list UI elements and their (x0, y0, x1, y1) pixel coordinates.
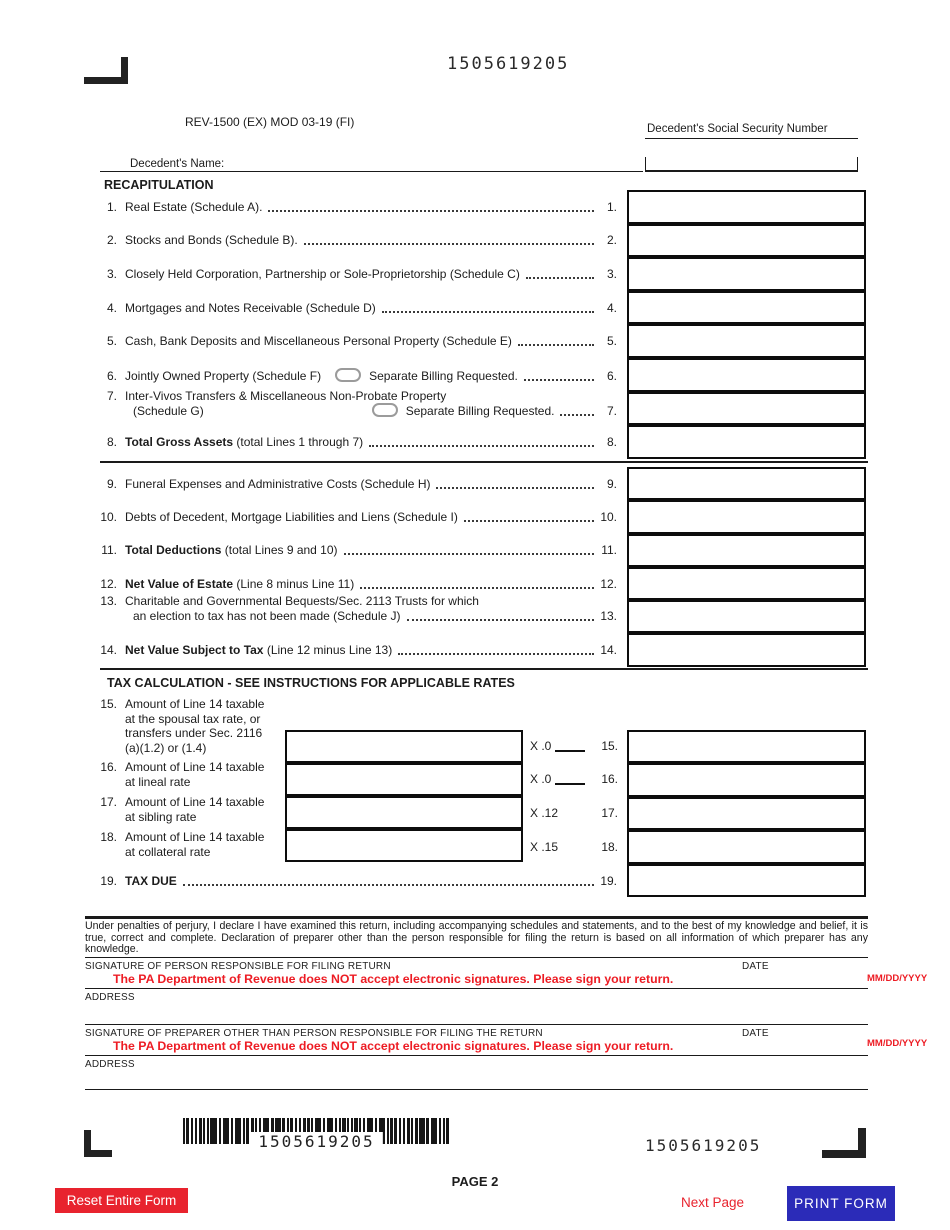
address-1-field[interactable] (85, 992, 868, 1022)
recap-line-5 (91, 334, 617, 348)
recap-line-12 (91, 577, 617, 591)
dot-leader (304, 243, 594, 245)
address-1-label: ADDRESS (85, 992, 135, 1003)
taxable-amount-boxes-15-18 (285, 730, 523, 862)
decedent-name-label: Decedent's Name: (130, 158, 225, 170)
barcode-number: 1505619205 (250, 1132, 382, 1151)
ssn-label-underline (645, 138, 858, 139)
line-ref: 14. (600, 643, 617, 657)
line-ref: 1. (606, 200, 617, 214)
line-18-tax-field[interactable] (627, 830, 866, 863)
line-label: transfers under Sec. 2116 (125, 726, 263, 741)
line-label: (Line 8 minus Line 11) (233, 577, 355, 591)
line-10-amount-field[interactable] (627, 500, 866, 533)
line-16-rate-field[interactable] (555, 783, 585, 785)
line-number: 18. (100, 830, 117, 844)
line-1-amount-field[interactable] (627, 190, 866, 224)
address-1-top-rule (85, 988, 868, 989)
section-divider (100, 461, 868, 463)
signature-1-field[interactable] (85, 961, 725, 987)
line-ref: 3. (606, 267, 617, 281)
address-2-field[interactable] (85, 1059, 868, 1087)
dot-leader (524, 379, 594, 381)
line-5-amount-field[interactable] (627, 324, 866, 358)
dot-leader (344, 553, 594, 555)
line-number: 11. (101, 543, 117, 557)
dot-leader (369, 445, 594, 447)
rate-label: X .0 (530, 739, 552, 753)
line-17-tax-field[interactable] (627, 797, 866, 830)
reset-entire-form-button[interactable]: Reset Entire Form (55, 1188, 188, 1213)
next-page-link[interactable]: Next Page (681, 1195, 745, 1210)
tax-amount-boxes-15-19 (627, 730, 866, 897)
line-number: 14. (100, 643, 117, 657)
line-label: (total Lines 9 and 10) (221, 543, 338, 557)
line-4-amount-field[interactable] (627, 291, 866, 325)
recap-line-13a (91, 594, 617, 608)
signature-2-top-rule (85, 1024, 868, 1025)
line-15-rate (530, 739, 585, 753)
line-number: 13. (100, 594, 117, 608)
line-17-ref: 17. (601, 806, 618, 820)
line-ref: 13. (600, 609, 617, 623)
page-label: PAGE 2 (451, 1174, 499, 1189)
line-label: Cash, Bank Deposits and Miscellaneous Personal Property (Schedule E) (125, 334, 512, 348)
line-number: 6. (106, 369, 117, 383)
line-label: at sibling rate (125, 809, 197, 824)
recap-line-13b (133, 609, 617, 623)
print-form-button[interactable]: PRINT FORM (787, 1186, 895, 1221)
line-label: Debts of Decedent, Mortgage Liabilities and Liens (Schedule I) (125, 510, 458, 524)
line-label: at the spousal tax rate, or (125, 711, 261, 726)
separate-billing-checkbox-line-7[interactable] (372, 403, 398, 417)
recap-line-14 (91, 643, 617, 657)
line-ref: 6. (606, 369, 617, 383)
line-ref: 5. (606, 334, 617, 348)
amount-boxes-9-14 (627, 467, 866, 667)
line-18-ref: 18. (601, 840, 618, 854)
line-number: 7. (106, 389, 117, 403)
line-16-tax-field[interactable] (627, 763, 866, 796)
form-id-bottom-right: 1505619205 (645, 1136, 762, 1155)
line-15-ref: 15. (601, 739, 618, 753)
line-16-rate (530, 772, 585, 786)
line-label: an election to tax has not been made (Schedule J) (133, 609, 401, 623)
line-16-taxable-field[interactable] (285, 763, 523, 796)
ssn-field[interactable] (645, 157, 858, 172)
line-number: 4. (106, 301, 117, 315)
separate-billing-checkbox-line-6[interactable] (335, 368, 361, 382)
recap-line-9 (91, 477, 617, 491)
signature-1-label: SIGNATURE OF PERSON RESPONSIBLE FOR FILING RETURN (85, 961, 391, 972)
recap-line-7a (91, 389, 617, 403)
line-15-tax-field[interactable] (627, 730, 866, 763)
line-16-ref: 16. (601, 772, 618, 786)
line-number: 9. (106, 477, 117, 491)
recap-line-11 (91, 543, 617, 557)
line-number: 15. (100, 697, 117, 711)
separate-billing-label: Separate Billing Requested. (369, 369, 518, 383)
dot-leader (526, 277, 594, 279)
line-number: 5. (106, 334, 117, 348)
tax-line-19 (91, 874, 617, 888)
tax-line-15-label (91, 697, 291, 755)
line-number: 12. (100, 577, 117, 591)
recap-line-7b (133, 403, 617, 418)
bottom-right-registration-mark (822, 1128, 866, 1158)
line-3-amount-field[interactable] (627, 257, 866, 291)
address-2-label: ADDRESS (85, 1059, 135, 1070)
line-ref: 7. (606, 404, 617, 418)
dot-leader (407, 619, 594, 621)
recapitulation-title: RECAPITULATION (104, 178, 214, 192)
line-label: Closely Held Corporation, Partnership or Sole-Proprietorship (Schedule C) (125, 267, 520, 281)
dot-leader (268, 210, 594, 212)
line-label: Amount of Line 14 taxable (125, 830, 265, 844)
line-13-amount-field[interactable] (627, 600, 866, 633)
line-number: 1. (106, 200, 117, 214)
line-ref: 8. (606, 435, 617, 449)
line-label-bold: Net Value of Estate (125, 577, 234, 591)
line-number: 8. (106, 435, 117, 449)
signature-2-label: SIGNATURE OF PREPARER OTHER THAN PERSON RESPONSIBLE FOR FILING THE RETURN (85, 1028, 543, 1039)
perjury-declaration: Under penalties of perjury, I declare I have examined this return, including accompanying schedules and statements, and to the best of my knowledge and belief, it is true, correct and complete. Declaration of preparer other than the person responsible for filing the return is based on all information of which preparer has any knowledge. (85, 920, 868, 956)
recap-line-8 (91, 435, 617, 449)
dot-leader (464, 520, 594, 522)
signature-2-date-field[interactable] (742, 1028, 868, 1054)
signature-1-date-format: MM/DD/YYYY (867, 973, 928, 984)
line-8-amount-field[interactable] (627, 425, 866, 459)
line-label: (total Lines 1 through 7) (233, 435, 364, 449)
line-17-rate: X .12 (530, 806, 559, 820)
rev-label: REV-1500 (EX) MOD 03-19 (FI) (185, 115, 355, 129)
tax-line-17-label (91, 795, 291, 824)
line-label: Inter-Vivos Transfers & Miscellaneous Non-Probate Property (125, 389, 447, 403)
amount-boxes-1-8 (627, 190, 866, 459)
decedent-name-field[interactable] (100, 171, 643, 172)
line-18-rate: X .15 (530, 840, 559, 854)
line-label: (a)(1.2) or (1.4) (125, 740, 207, 755)
recap-line-4 (91, 301, 617, 315)
tax-line-18-label (91, 830, 291, 859)
section-divider (100, 668, 868, 670)
address-2-top-rule (85, 1055, 868, 1056)
line-18-taxable-field[interactable] (285, 829, 523, 862)
line-ref: 11. (601, 543, 617, 557)
line-17-taxable-field[interactable] (285, 796, 523, 829)
line-number: 2. (106, 233, 117, 247)
line-12-amount-field[interactable] (627, 567, 866, 600)
line-label: Amount of Line 14 taxable (125, 697, 265, 711)
barcode (183, 1118, 450, 1151)
separate-billing-label: Separate Billing Requested. (405, 404, 555, 418)
signature-1-date-label: DATE (742, 961, 769, 972)
line-ref: 4. (606, 301, 617, 315)
line-19-tax-field[interactable] (627, 864, 866, 897)
line-2-amount-field[interactable] (627, 224, 866, 258)
line-ref: 9. (606, 477, 617, 491)
line-label: Amount of Line 14 taxable (125, 795, 265, 809)
bottom-rule (85, 1089, 868, 1090)
line-number: 19. (100, 874, 117, 888)
line-label-bold: Net Value Subject to Tax (125, 643, 264, 657)
line-label: Mortgages and Notes Receivable (Schedule D) (125, 301, 376, 315)
line-ref: 12. (600, 577, 617, 591)
line-15-taxable-field[interactable] (285, 730, 523, 763)
top-left-registration-mark (84, 57, 128, 84)
recap-line-6 (91, 368, 617, 383)
line-ref: 19. (600, 874, 617, 888)
signature-2-date-format: MM/DD/YYYY (867, 1038, 928, 1049)
line-number: 3. (106, 267, 117, 281)
line-label: Funeral Expenses and Administrative Costs (Schedule H) (125, 477, 431, 491)
dot-leader (436, 487, 594, 489)
line-label: at lineal rate (125, 774, 191, 789)
line-15-rate-field[interactable] (555, 750, 585, 752)
dot-leader (382, 311, 594, 313)
tax-line-16-label (91, 760, 291, 789)
recap-line-3 (91, 267, 617, 281)
line-ref: 2. (606, 233, 617, 247)
line-11-amount-field[interactable] (627, 534, 866, 567)
line-number: 17. (100, 795, 117, 809)
line-label: Charitable and Governmental Bequests/Sec. 2113 Trusts for which (125, 594, 479, 608)
line-label-bold: TAX DUE (125, 874, 177, 888)
tax-calculation-title: TAX CALCULATION - SEE INSTRUCTIONS FOR APPLICABLE RATES (107, 676, 515, 690)
line-label: Jointly Owned Property (Schedule F) (125, 369, 322, 383)
line-label: at collateral rate (125, 844, 211, 859)
line-number: 16. (100, 760, 117, 774)
declaration-top-rule (85, 916, 868, 919)
line-6-amount-field[interactable] (627, 358, 866, 392)
recap-line-2 (91, 233, 617, 247)
line-7-amount-field[interactable] (627, 392, 866, 426)
dot-leader (560, 414, 594, 416)
signature-1-notice: The PA Department of Revenue does NOT accept electronic signatures. Please sign your return. (113, 972, 674, 986)
line-ref: 10. (600, 510, 617, 524)
form-id-top: 1505619205 (447, 54, 570, 74)
dot-leader (183, 884, 594, 886)
dot-leader (518, 344, 594, 346)
recap-line-10 (91, 510, 617, 524)
line-label: Real Estate (Schedule A). (125, 200, 263, 214)
dot-leader (398, 653, 594, 655)
line-label: Stocks and Bonds (Schedule B). (125, 233, 298, 247)
recap-line-1 (91, 200, 617, 214)
line-label-bold: Total Gross Assets (125, 435, 234, 449)
signature-2-date-label: DATE (742, 1028, 769, 1039)
signature-1-date-field[interactable] (742, 961, 868, 987)
dot-leader (360, 587, 594, 589)
line-number: 10. (100, 510, 117, 524)
line-label: Amount of Line 14 taxable (125, 760, 265, 774)
line-label: (Schedule G) (133, 404, 204, 418)
rate-label: X .0 (530, 772, 552, 786)
line-14-amount-field[interactable] (627, 633, 866, 666)
line-label: (Line 12 minus Line 13) (263, 643, 393, 657)
signature-2-field[interactable] (85, 1028, 725, 1054)
bottom-left-registration-mark (84, 1130, 112, 1157)
line-9-amount-field[interactable] (627, 467, 866, 500)
signature-2-notice: The PA Department of Revenue does NOT accept electronic signatures. Please sign your return. (113, 1039, 674, 1053)
signature-1-top-rule (85, 957, 868, 958)
ssn-label: Decedent's Social Security Number (647, 123, 828, 135)
line-label-bold: Total Deductions (125, 543, 222, 557)
